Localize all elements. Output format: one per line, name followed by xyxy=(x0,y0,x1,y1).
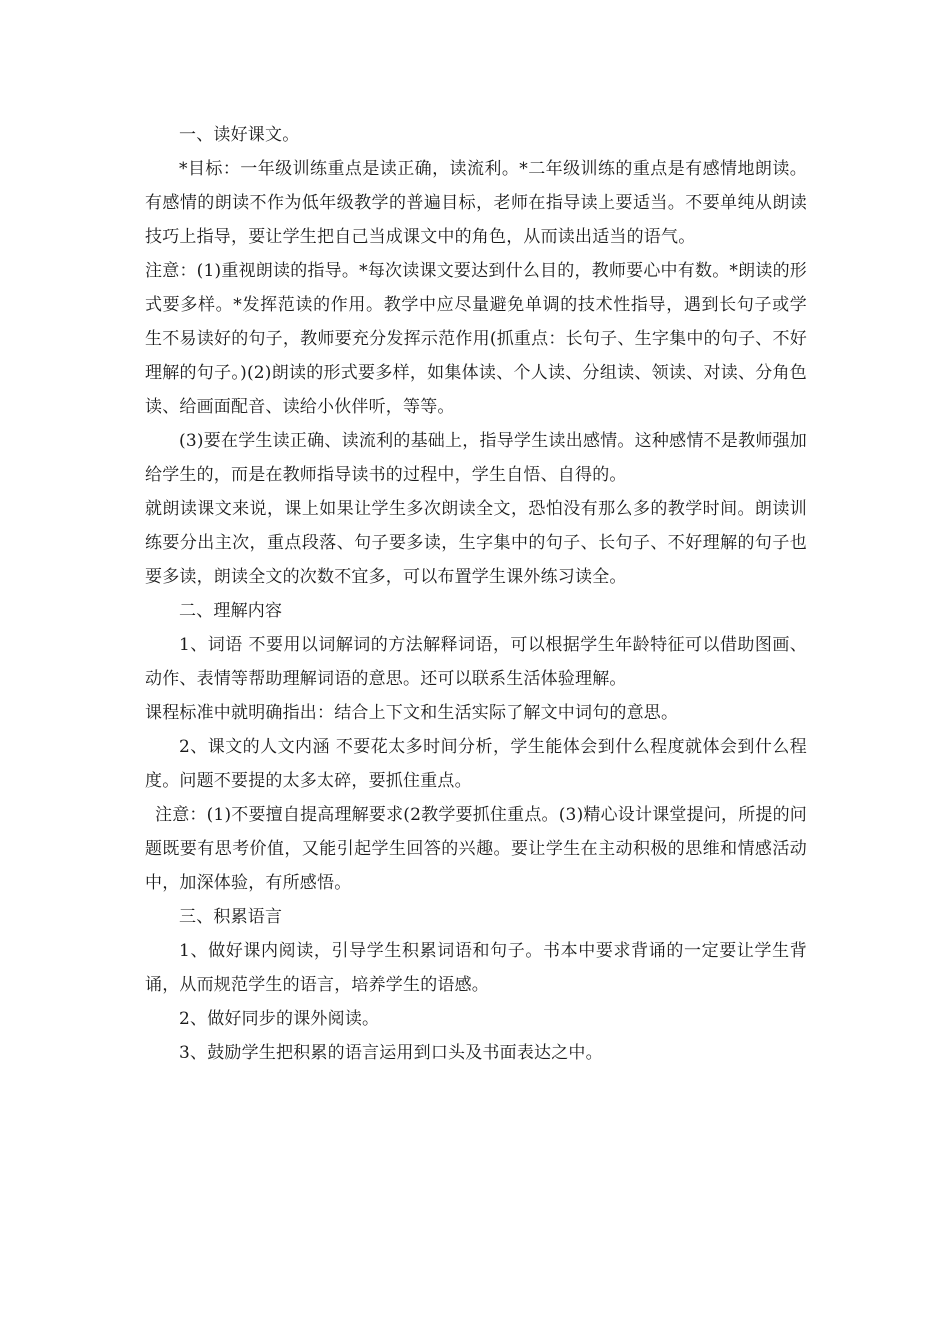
paragraph-curriculum: 课程标准中就明确指出：结合上下文和生活实际了解文中词句的意思。 xyxy=(145,703,679,723)
paragraph-reading-time: 就朗读课文来说，课上如果让学生多次朗读全文，恐怕没有那么多的教学时间。朗读训练要分出主次，重点段落、句子要多读，生字集中的句子、长句子、不好理解的句子也要多读，朗读全文的次数不宜多，可以布置学生课外练习读全。 xyxy=(145,499,807,587)
heading-section-3: 三、积累语言 xyxy=(179,907,283,927)
paragraph-humanistic: 2、课文的人文内涵 不要花太多时间分析，学生能体会到什么程度就体会到什么程度。问题不要提的太多太碎，要抓住重点。 xyxy=(145,737,807,791)
paragraph-note-2: 注意：(1)不要擅自提高理解要求(2教学要抓住重点。(3)精心设计课堂提问，所提的问题既要有思考价值，又能引起学生回答的兴趣。要让学生在主动积极的思维和情感活动中，加深体验，有所感悟。 xyxy=(145,805,808,893)
document-body xyxy=(145,118,807,1070)
paragraph-accumulate-1: 1、做好课内阅读，引导学生积累词语和句子。书本中要求背诵的一定要让学生背诵，从而规范学生的语言，培养学生的语感。 xyxy=(145,941,807,995)
paragraph-goal: *目标：一年级训练重点是读正确，读流利。*二年级训练的重点是有感情地朗读。有感情的朗读不作为低年级教学的普遍目标，老师在指导读上要适当。不要单纯从朗读技巧上指导，要让学生把自己当成课文中的角色，从而读出适当的语气。 xyxy=(145,159,807,247)
paragraph-words: 1、词语 不要用以词解词的方法解释词语，可以根据学生年龄特征可以借助图画、动作、表情等帮助理解词语的意思。还可以联系生活体验理解。 xyxy=(145,635,807,689)
paragraph-accumulate-3: 3、鼓励学生把积累的语言运用到口头及书面表达之中。 xyxy=(179,1043,603,1063)
paragraph-note-1: 注意：(1)重视朗读的指导。*每次读课文要达到什么目的，教师要心中有数。*朗读的形式要多样。*发挥范读的作用。教学中应尽量避免单调的技术性指导，遇到长句子或学生不易读好的句子，教师要充分发挥示范作用(抓重点：长句子、生字集中的句子、不好理解的句子。)(2)朗读的形式要多样，如集体读、个人读、分组读、领读、对读、分角色读、给画面配音、读给小伙伴听，等等。 xyxy=(145,261,807,417)
heading-section-1: 一、读好课文。 xyxy=(179,125,300,145)
paragraph-accumulate-2: 2、做好同步的课外阅读。 xyxy=(179,1009,380,1029)
paragraph-note-3: (3)要在学生读正确、读流利的基础上，指导学生读出感情。这种感情不是教师强加给学生的，而是在教师指导读书的过程中，学生自悟、自得的。 xyxy=(145,431,807,485)
heading-section-2: 二、理解内容 xyxy=(179,601,283,621)
